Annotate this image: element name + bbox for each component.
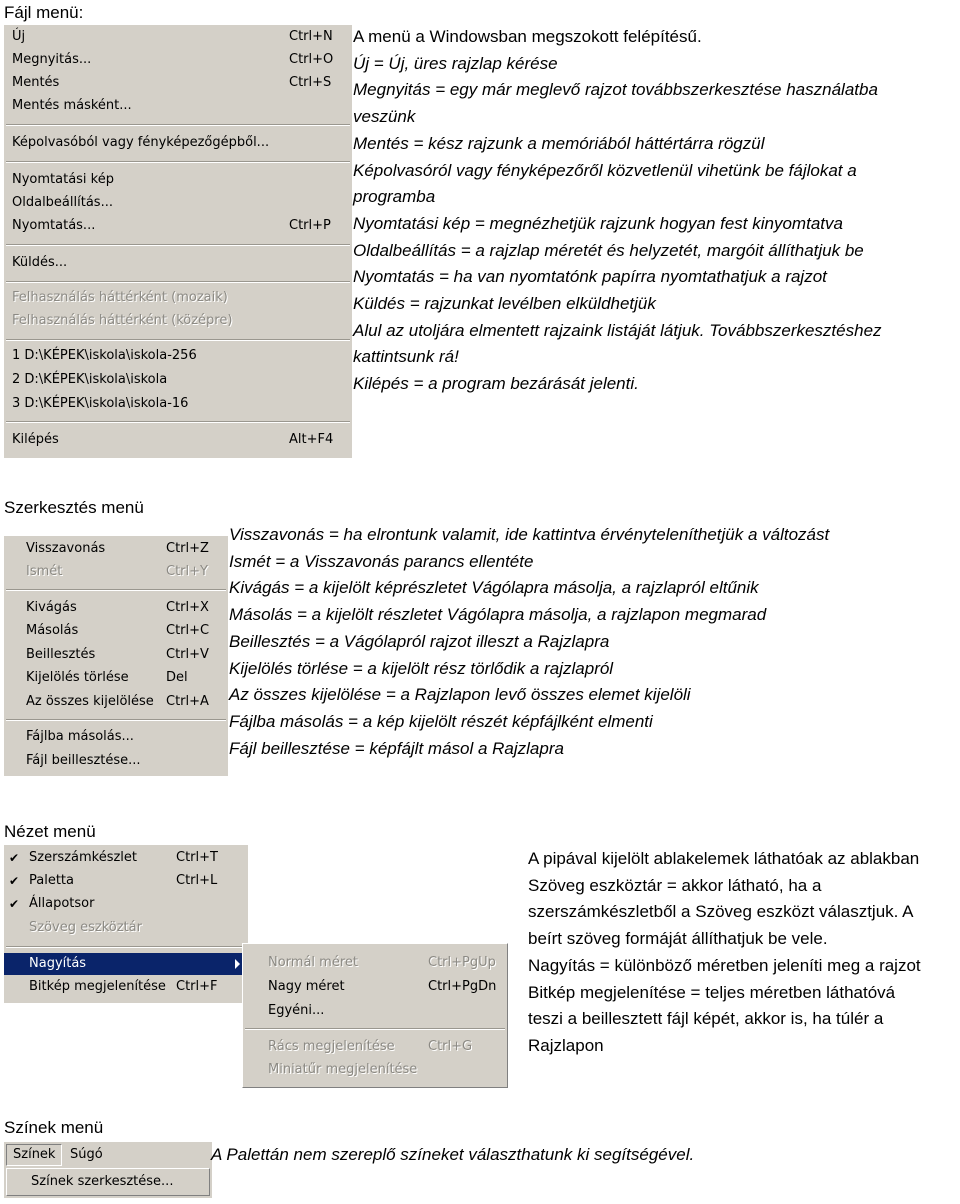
menu-separator [6, 589, 226, 591]
description-line: veszünk [353, 107, 416, 127]
menu-item-exit[interactable] [4, 429, 352, 451]
description-line: Az összes kijelölése = a Rajzlapon levő összes elemet kijelöli [229, 685, 691, 705]
menu-item-shortcut: Ctrl+V [166, 647, 209, 662]
menu-item-label: Rács megjelenítése [268, 1039, 395, 1054]
description-line: A menü a Windowsban megszokott felépítésű. [353, 27, 702, 46]
description-line: programba [353, 187, 436, 207]
menu-item-label: Kijelölés törlése [26, 670, 129, 685]
menu-item-recent-file-1[interactable] [4, 345, 352, 367]
description-line: Nyomtatási kép = megnézhetjük rajzunk hogyan fest kinyomtatva [353, 213, 843, 233]
menu-item-label: Képolvasóból vagy fényképezőgépből... [12, 135, 270, 150]
edit-menu-heading: Szerkesztés menü [4, 498, 144, 517]
description-line: kattintsunk rá! [353, 347, 459, 367]
colors-menu-description [211, 1142, 956, 1169]
description-line: Bitkép megjelenítése = teljes méretben láthatóvá [528, 982, 896, 1002]
description-line: teszi a beillesztett fájl képét, akkor is, ha túlér a [528, 1009, 884, 1029]
file-menu-description [353, 24, 958, 398]
menu-item-label: Ismét [26, 564, 63, 579]
menu-item-cut[interactable] [4, 597, 228, 619]
menu-item-clear-selection[interactable] [4, 667, 228, 689]
menu-item-edit-colors[interactable] [7, 1171, 209, 1193]
description-line: Beillesztés = a Vágólapról rajzot illeszt a Rajzlapra [229, 631, 610, 651]
menu-item-label: Nagy méret [268, 979, 345, 994]
description-line: Megnyitás = egy már meglevő rajzot továbbszerkesztése használatba [353, 80, 878, 100]
menu-item-label: Nyomtatási kép [12, 172, 114, 187]
menu-item-copy-to-file[interactable] [4, 726, 228, 748]
description-line: A Palettán nem szereplő színeket választhatunk ki segítségével. [211, 1145, 695, 1164]
colors-dropdown [6, 1168, 210, 1196]
menu-item-shortcut: Ctrl+G [428, 1039, 473, 1054]
menu-item-from-scanner[interactable] [4, 132, 352, 154]
menu-item-label: Bitkép megjelenítése [29, 979, 166, 994]
description-line: Másolás = a kijelölt részletet Vágólapra másolja, a rajzlapon megmarad [229, 605, 767, 625]
menu-item-shortcut: Ctrl+PgDn [428, 979, 497, 994]
description-line: Kivágás = a kijelölt képrészletet Vágólapra másolja, a rajzlapról eltűnik [229, 578, 759, 598]
submenu-arrow-icon [235, 959, 240, 969]
file-menu-panel [4, 25, 352, 458]
menu-item-label: Felhasználás háttérként (középre) [12, 313, 233, 328]
menu-item-show-grid [243, 1036, 507, 1058]
menu-item-label: Színek szerkesztése... [31, 1174, 174, 1189]
menu-item-save[interactable] [4, 72, 352, 94]
zoom-submenu-panel [242, 943, 508, 1088]
view-menu-heading: Nézet menü [4, 822, 96, 841]
menu-item-label: 2 D:\KÉPEK\iskola\iskola [12, 372, 168, 387]
menu-item-label: Normál méret [268, 955, 358, 970]
description-line: Szöveg eszköztár = akkor látható, ha a [528, 875, 822, 895]
menu-item-shortcut: Ctrl+F [176, 979, 218, 994]
description-line: Fájl beillesztése = képfájlt másol a Rajzlapra [229, 738, 564, 758]
menu-item-shortcut: Ctrl+C [166, 623, 210, 638]
menu-item-label: Küldés... [12, 255, 68, 270]
menu-item-shortcut: Ctrl+N [289, 29, 333, 44]
check-icon: ✔ [9, 874, 20, 888]
menu-item-label: Állapotsor [29, 896, 95, 911]
menu-item-label: Fájl beillesztése... [26, 753, 141, 768]
colors-menu-heading: Színek menü [4, 1118, 104, 1137]
menu-item-shortcut: Ctrl+L [176, 873, 218, 888]
menu-item-label: Nyomtatás... [12, 218, 96, 233]
menu-item-label: Mentés másként... [12, 98, 132, 113]
menu-separator [6, 339, 350, 341]
menu-item-shortcut: Ctrl+A [166, 694, 209, 709]
colors-menu-panel [4, 1142, 212, 1198]
menu-item-shortcut: Ctrl+S [289, 75, 332, 90]
menu-separator [6, 421, 350, 423]
menu-item-send[interactable] [4, 252, 352, 274]
menu-item-label: Új [12, 29, 26, 44]
menu-item-label: Mentés [12, 75, 60, 90]
menu-item-shortcut: Ctrl+X [166, 600, 209, 615]
view-menu-description [528, 846, 958, 1060]
description-line: Fájlba másolás = a kép kijelölt részét képfájlként elmenti [229, 711, 653, 731]
menu-item-label: Nagyítás [29, 956, 87, 971]
menu-item-label: Visszavonás [26, 541, 106, 556]
menu-item-recent-file-2[interactable] [4, 369, 352, 391]
menu-item-shortcut: Ctrl+P [289, 218, 331, 233]
menu-separator [6, 719, 226, 721]
menu-item-shortcut: Ctrl+O [289, 52, 334, 67]
description-line: Alul az utoljára elmentett rajzaink listáját látjuk. Továbbszerkesztéshez [353, 320, 882, 340]
menu-item-label: Beillesztés [26, 647, 96, 662]
menu-item-label: 1 D:\KÉPEK\iskola\iskola-256 [12, 348, 197, 363]
menu-item-shortcut: Ctrl+Z [166, 541, 209, 556]
menu-item-shortcut: Del [166, 670, 188, 685]
menu-item-zoom[interactable] [4, 953, 246, 975]
description-line: Mentés = kész rajzunk a memóriából háttértárra rögzül [353, 133, 765, 153]
menu-item-new[interactable] [4, 26, 352, 48]
description-line: Új = Új, üres rajzlap kérése [353, 53, 558, 73]
description-line: Kijelölés törlése = a kijelölt rész törlődik a rajzlapról [229, 658, 614, 678]
menu-item-label: Kivágás [26, 600, 77, 615]
menu-item-label: Másolás [26, 623, 79, 638]
check-icon: ✔ [9, 851, 20, 865]
menu-item-recent-file-3[interactable] [4, 393, 352, 415]
menu-separator [6, 946, 246, 948]
menubar-item-colors[interactable]: Színek [6, 1144, 62, 1166]
description-line: A pipával kijelölt ablakelemek láthatóak az ablakban [528, 849, 920, 868]
file-menu-heading: Fájl menü: [4, 3, 84, 22]
description-line: Képolvasóról vagy fényképezőről közvetlenül vihetünk be fájlokat a [353, 160, 857, 180]
menu-item-save-as[interactable] [4, 95, 352, 117]
menu-item-print[interactable] [4, 215, 352, 237]
menu-item-label: Szöveg eszköztár [29, 920, 142, 935]
description-line: Kilépés = a program bezárását jelenti. [353, 374, 639, 394]
menu-item-paste[interactable] [4, 644, 228, 666]
description-line: Nagyítás = különböző méretben jeleníti meg a rajzot [528, 955, 921, 975]
edit-menu-description [229, 522, 957, 762]
menu-item-label: Egyéni... [268, 1003, 325, 1018]
menu-item-set-wallpaper-tiled [4, 287, 352, 309]
menu-item-label: Megnyitás... [12, 52, 92, 67]
description-line: Visszavonás = ha elrontunk valamit, ide kattintva érvényteleníthetjük a változást [229, 525, 830, 544]
description-line: Nyomtatás = ha van nyomtatónk papírra nyomtathatjuk a rajzot [353, 267, 827, 287]
menu-item-palette[interactable] [4, 870, 248, 892]
menu-item-copy[interactable] [4, 620, 228, 642]
menu-item-paste-from-file[interactable] [4, 750, 228, 772]
menu-item-undo[interactable] [4, 538, 228, 560]
description-line: szerszámkészletből a Szöveg eszközt választjuk. A [528, 902, 914, 922]
menu-separator [245, 1028, 505, 1030]
menu-item-shortcut: Alt+F4 [289, 432, 334, 447]
menu-item-show-thumbnail [243, 1059, 507, 1081]
menu-item-toolbox[interactable] [4, 847, 248, 869]
menu-item-label: 3 D:\KÉPEK\iskola\iskola-16 [12, 396, 189, 411]
menu-item-large-size[interactable] [243, 976, 507, 998]
menu-item-label: Az összes kijelölése [26, 694, 154, 709]
menu-item-label: Oldalbeállítás... [12, 195, 113, 210]
menu-item-set-wallpaper-centered [4, 310, 352, 332]
menu-item-shortcut: Ctrl+Y [166, 564, 208, 579]
menu-item-redo [4, 561, 228, 583]
menu-item-shortcut: Ctrl+T [176, 850, 218, 865]
menu-item-text-toolbar [4, 917, 248, 939]
menu-item-status-bar[interactable] [4, 893, 248, 915]
menu-separator [6, 244, 350, 246]
menu-item-open[interactable] [4, 49, 352, 71]
menu-item-print-preview[interactable] [4, 169, 352, 191]
menu-separator [6, 161, 350, 163]
menu-item-label: Paletta [29, 873, 74, 888]
description-line: Ismét = a Visszavonás parancs ellentéte [229, 551, 534, 571]
menu-item-label: Fájlba másolás... [26, 729, 134, 744]
description-line: Küldés = rajzunkat levélben elküldhetjük [353, 294, 656, 314]
description-line: Oldalbeállítás = a rajzlap méretét és helyzetét, margóit állíthatjuk be [353, 240, 864, 260]
menu-item-select-all[interactable] [4, 691, 228, 713]
view-menu-panel [4, 845, 248, 1003]
menu-item-label: Szerszámkészlet [29, 850, 138, 865]
menubar-item-help[interactable]: Súgó [70, 1147, 103, 1162]
menu-item-normal-size [243, 952, 507, 974]
edit-menu-panel [4, 536, 228, 776]
description-line: beírt szöveg formáját állíthatjuk be vele. [528, 929, 828, 949]
menu-item-label: Kilépés [12, 432, 59, 447]
menu-item-custom-zoom[interactable] [243, 1000, 507, 1022]
check-icon: ✔ [9, 897, 20, 911]
menu-item-page-setup[interactable] [4, 192, 352, 214]
menu-separator [6, 124, 350, 126]
menu-item-shortcut: Ctrl+PgUp [428, 955, 496, 970]
description-line: Rajzlapon [528, 1035, 604, 1055]
menu-item-label: Felhasználás háttérként (mozaik) [12, 290, 228, 305]
menu-separator [6, 281, 350, 283]
menu-item-label: Miniatűr megjelenítése [268, 1062, 418, 1077]
menu-item-view-bitmap[interactable] [4, 976, 248, 998]
